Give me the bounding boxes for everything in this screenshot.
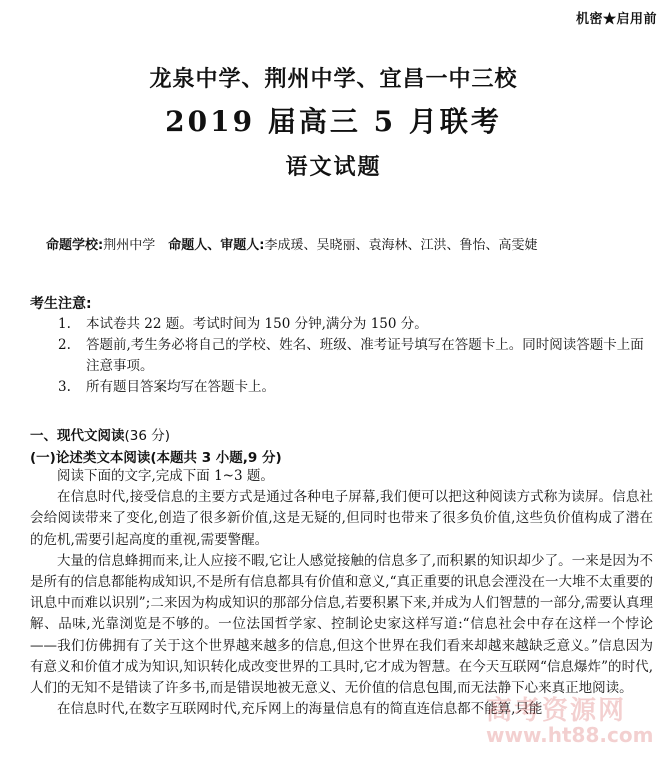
passage-paragraph: 在信息时代,在数字互联网时代,充斥网上的海量信息有的简直连信息都不能算,只能 (57, 701, 543, 718)
notice-item-number: 1. (58, 316, 71, 332)
passage-paragraph: 在信息时代,接受信息的主要方式是通过各种电子屏幕,我们便可以把这种阅读方式称为读屏。信息社会给阅读带来了变化,创造了很多新价值,这是无疑的,但同时也带来了很多负价值,这些负价值构成了潜在的危机,需要引起高度的重视,需要警醒。 (30, 489, 653, 548)
notice-item-text: 所有题目答案均写在答题卡上。 (86, 379, 275, 395)
passage-paragraph: 大量的信息蜂拥而来,让人应接不暇,它让人感觉接触的信息多了,而积累的知识却少了。一来是因为不是所有的信息都能构成知识,不是所有信息都具有价值和意义,“真正重要的讯息会湮没在一大堆不太重要的讯息中而难以识别”;二来因为构成知识的那部分信息,若要积累下来,并成为人们智慧的一部分,需要认真理解、品味,光靠浏览是不够的。一位法国哲学家、控制论史家这样写道:“信息社会中存在这样一个悖论——我们仿佛拥有了关于这个世界越来越多的信息,但这个世界在我们看来却越来越缺乏意义。”信息因为有意义和价值才成为知识,知识转化成改变世界的工具时,它才成为智慧。在今天互联网“信息爆炸”的时代,人们的无知不是错读了许多书,而是错误地被无意义、无价值的信息包围,而无法静下心来真正地阅读。 (30, 552, 653, 697)
notice-item (58, 314, 653, 335)
notice-item (58, 335, 653, 377)
setter-school-value: 荆州中学 (103, 238, 156, 253)
notice-item-text: 答题前,考生务必将自己的学校、姓名、班级、准考证号填写在答题卡上。同时阅读答题卡上面注意事项。 (86, 337, 644, 374)
setter-school-label: 命题学校: (46, 238, 104, 253)
watermark-text: 高考资源网 (486, 696, 627, 726)
section-heading (30, 424, 170, 444)
watermark-url: www.ht88.com (486, 723, 654, 747)
notice-item-number: 2. (58, 337, 71, 353)
setter-line (46, 234, 657, 253)
notice-item-number: 3. (58, 379, 71, 395)
passage-instruction: 阅读下面的文字,完成下面 1~3 题。 (57, 468, 274, 484)
notice-item-text: 本试卷共 22 题。考试时间为 150 分钟,满分为 150 分。 (86, 316, 428, 332)
subject-title: 语文试题 (285, 155, 382, 180)
schools-title: 龙泉中学、荆州中学、宜昌一中三校 (149, 67, 518, 92)
section-points: (36 分) (124, 428, 171, 444)
setter-people-label: 命题人、审题人: (168, 238, 265, 253)
exam-title: 2019 届高三 5 月联考 (165, 105, 502, 138)
setter-people-value: 李成瑗、吴晓丽、袁海林、江洪、鲁怡、高雯婕 (264, 238, 538, 253)
notice-list (58, 314, 653, 398)
section-title: 一、现代文阅读 (30, 428, 125, 444)
notice-title: 考生注意: (30, 296, 92, 312)
subsection-heading: (一)论述类文本阅读(本题共 3 小题,9 分) (30, 450, 282, 466)
secret-mark: 机密★启用前 (575, 12, 657, 27)
reading-passage (30, 466, 653, 720)
notice-item (58, 377, 653, 398)
